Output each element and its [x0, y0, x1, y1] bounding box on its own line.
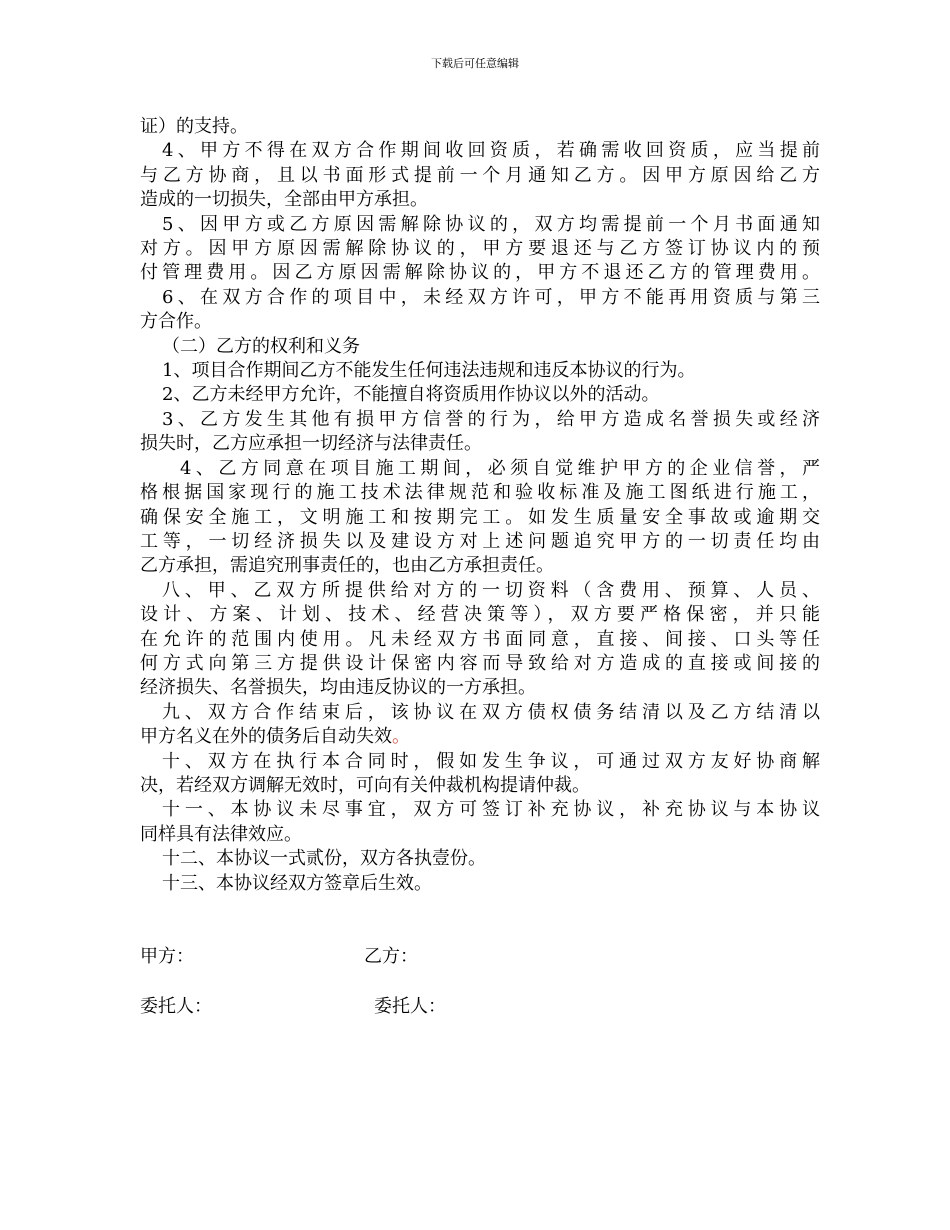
paragraph-line: 5、因甲方或乙方原因需解除协议的，双方均需提前一个月书面通知: [162, 213, 820, 235]
paragraph-line: 十二、本协议一式贰份，双方各执壹份。: [162, 848, 486, 870]
agent-a-label: 委托人：: [140, 996, 212, 1017]
paragraph-line: 何方式向第三方提供设计保密内容而导致给对方造成的直接或间接的: [140, 652, 820, 674]
section-heading: （二）乙方的权利和义务: [162, 335, 360, 357]
paragraph-text: 甲方名义在外的债务后自动失效: [140, 726, 392, 748]
paragraph-line: 九、双方合作结束后，该协议在双方债权债务结清以及乙方结清以: [162, 701, 820, 723]
paragraph-line: 4、甲方不得在双方合作期间收回资质，若确需收回资质，应当提前: [162, 140, 820, 162]
agent-b-label: 委托人：: [374, 996, 446, 1017]
paragraph-line: 乙方承担，需追究刑事责任的，也由乙方承担责任。: [140, 555, 554, 577]
document-body: [140, 115, 820, 896]
party-a-label: 甲方：: [140, 946, 194, 967]
paragraph-line: 设计、方案、计划、技术、经营决策等），双方要严格保密，并只能: [140, 604, 820, 626]
paragraph-line: 方合作。: [140, 311, 212, 333]
paragraph-line: 确保安全施工，文明施工和按期完工。如发生质量安全事故或逾期交: [140, 506, 820, 528]
party-b-label: 乙方：: [364, 946, 418, 967]
paragraph-line: [140, 725, 820, 749]
paragraph-line: 在允许的范围内使用。凡未经双方书面同意，直接、间接、口头等任: [140, 628, 820, 650]
paragraph-line: 付管理费用。因乙方原因需解除协议的，甲方不退还乙方的管理费用。: [140, 262, 820, 284]
paragraph-line: 决，若经双方调解无效时，可向有关仲裁机构提请仲裁。: [140, 774, 590, 796]
red-period: 。: [392, 726, 410, 748]
paragraph-line: 同样具有法律效应。: [140, 823, 302, 845]
paragraph-line: 1、项目合作期间乙方不能发生任何违法违规和违反本协议的行为。: [162, 360, 696, 382]
paragraph-line: 3、乙方发生其他有损甲方信誉的行为，给甲方造成名誉损失或经济: [162, 408, 820, 430]
paragraph-line: 十一、本协议未尽事宜，双方可签订补充协议，补充协议与本协议: [162, 799, 820, 821]
paragraph-line: 与乙方协商，且以书面形式提前一个月通知乙方。因甲方原因给乙方: [140, 164, 820, 186]
paragraph-line: 对方。因甲方原因需解除协议的，甲方要退还与乙方签订协议内的预: [140, 238, 820, 260]
paragraph-line: 造成的一切损失，全部由甲方承担。: [140, 189, 428, 211]
paragraph-line: 损失时，乙方应承担一切经济与法律责任。: [140, 433, 482, 455]
paragraph-line: 格根据国家现行的施工技术法律规范和验收标准及施工图纸进行施工，: [140, 482, 820, 504]
paragraph-line: 6、在双方合作的项目中，未经双方许可，甲方不能再用资质与第三: [162, 286, 820, 308]
page-header: 下载后可任意编辑: [431, 57, 519, 70]
paragraph-line: 工等，一切经济损失以及建设方对上述问题追究甲方的一切责任均由: [140, 530, 820, 552]
paragraph-line: 十、双方在执行本合同时，假如发生争议，可通过双方友好协商解: [162, 750, 820, 772]
paragraph-line: 2、乙方未经甲方允许，不能擅自将资质用作协议以外的活动。: [162, 384, 660, 406]
paragraph-line: 经济损失、名誉损失，均由违反协议的一方承担。: [140, 677, 536, 699]
paragraph-line: 八、甲、乙双方所提供给对方的一切资料（含费用、预算、人员、: [162, 579, 820, 601]
paragraph-line: 十三、本协议经双方签章后生效。: [162, 872, 432, 894]
paragraph-line: 4、乙方同意在项目施工期间，必须自觉维护甲方的企业信誉，严: [180, 457, 820, 479]
paragraph-line: 证）的支持。: [140, 116, 248, 137]
